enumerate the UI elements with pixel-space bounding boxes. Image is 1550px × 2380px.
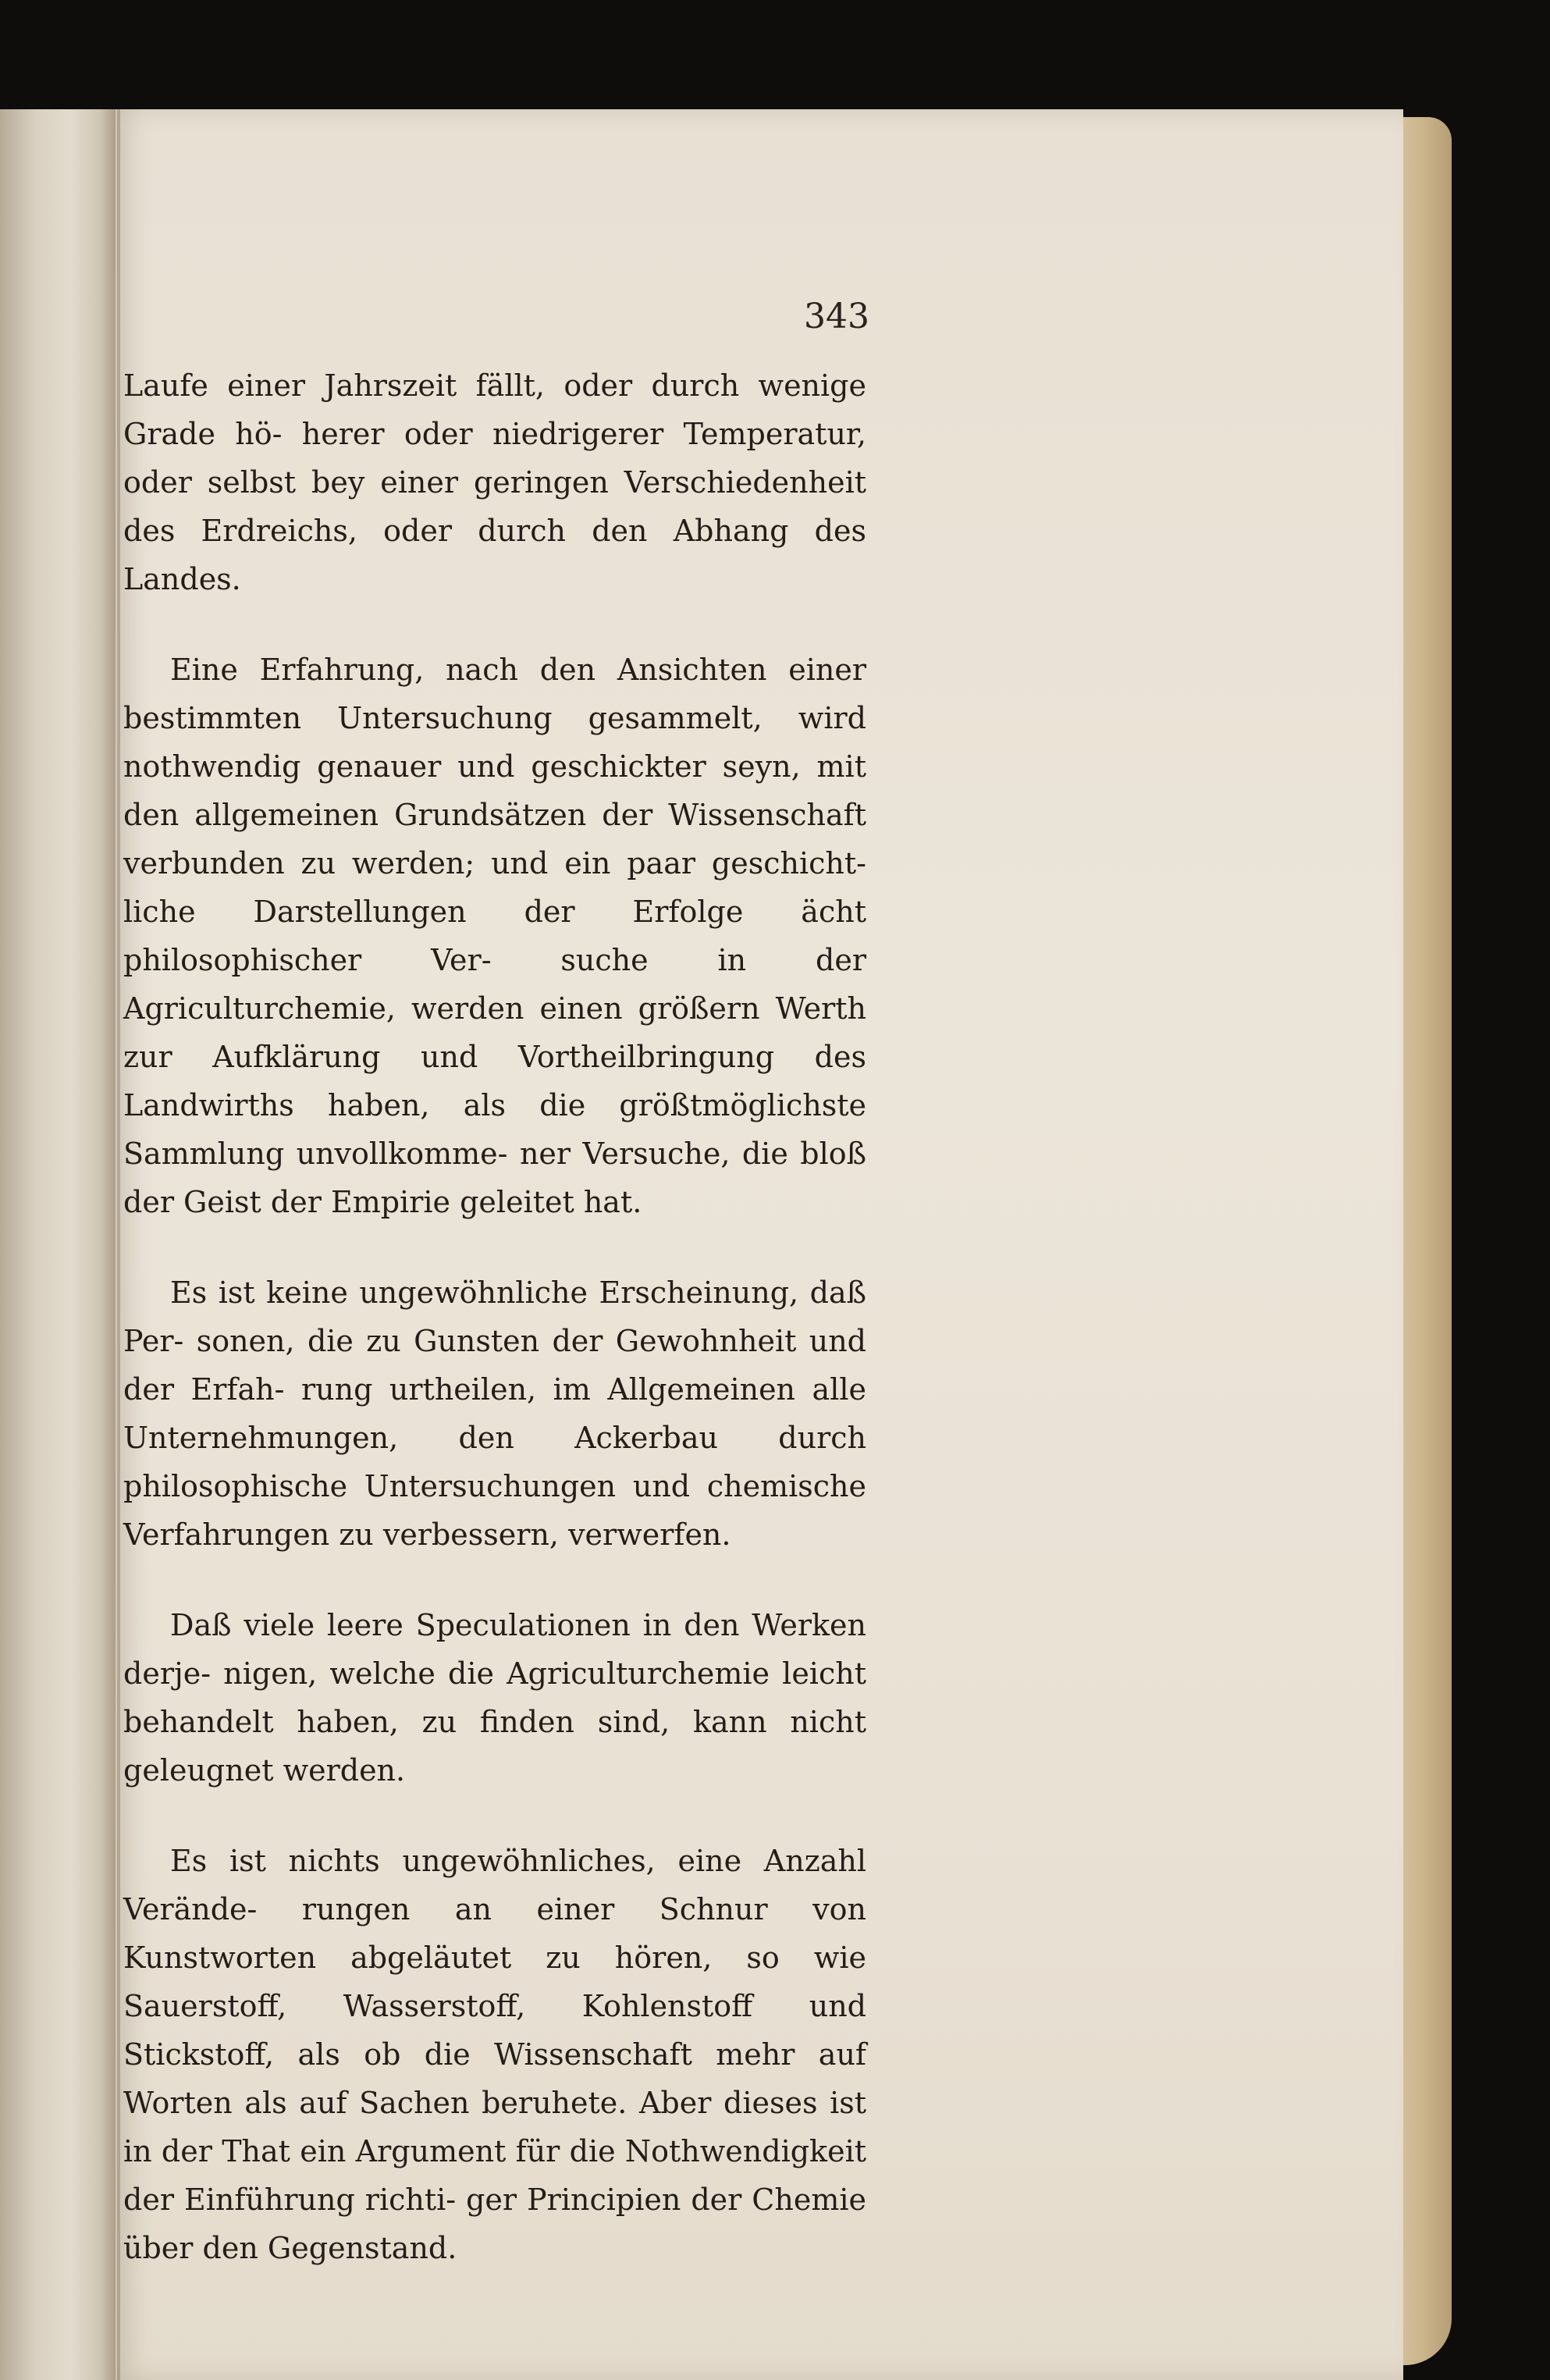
previous-page-edge [0, 109, 117, 2380]
gutter-fold [117, 109, 120, 2380]
paragraph-5: Es ist nichts ungewöhnliches, eine Anzahl Verände- rungen an einer Schnur von Kunstworten abgeläutet zu hören, so wie Sauerstoff, Wasserstoff, Kohlenstoff und Stickstoff, als ob die Wissenschaft mehr auf Worten als auf Sachen beruhete. Aber dieses ist in der That ein Argument für die Nothwendigkeit der Einführung richti- ger Principien der Chemie über den Gegenstand. [123, 1844, 866, 2265]
paragraph-2: Eine Erfahrung, nach den Ansichten einer bestimmten Untersuchung gesammelt, wird nothwendig genauer und geschickter seyn, mit den allgemeinen Grundsätzen der Wissenschaft verbunden zu werden; und ein paar geschicht- liche Darstellungen der Erfolge ächt philosophischer Ver- suche in der Agriculturchemie, werden einen größern Werth zur Aufklärung und Vortheilbringung des Landwirths haben, als die größtmöglichste Sammlung unvollkomme- ner Versuche, die bloß der Geist der Empirie geleitet hat. [123, 653, 866, 1219]
paragraph-1: Laufe einer Jahrszeit fällt, oder durch wenige Grade hö- herer oder niedrigerer Temperatur, oder selbst bey einer geringen Verschiedenheit des Erdreichs, oder durch den Abhang des Landes. [123, 368, 866, 596]
paragraph-3: Es ist keine ungewöhnliche Erscheinung, daß Per- sonen, die zu Gunsten der Gewohnheit und der Erfah- rung urtheilen, im Allgemeinen alle Unternehmungen, den Ackerbau durch philosophische Untersuchungen und chemische Verfahrungen zu verbessern, verwerfen. [123, 1275, 866, 1552]
page-number: 343 [804, 297, 869, 336]
body-text [123, 361, 866, 2314]
paragraph-4: Daß viele leere Speculationen in den Werken derje- nigen, welche die Agriculturchemie leicht behandelt haben, zu finden sind, kann nicht geleugnet werden. [123, 1608, 866, 1788]
